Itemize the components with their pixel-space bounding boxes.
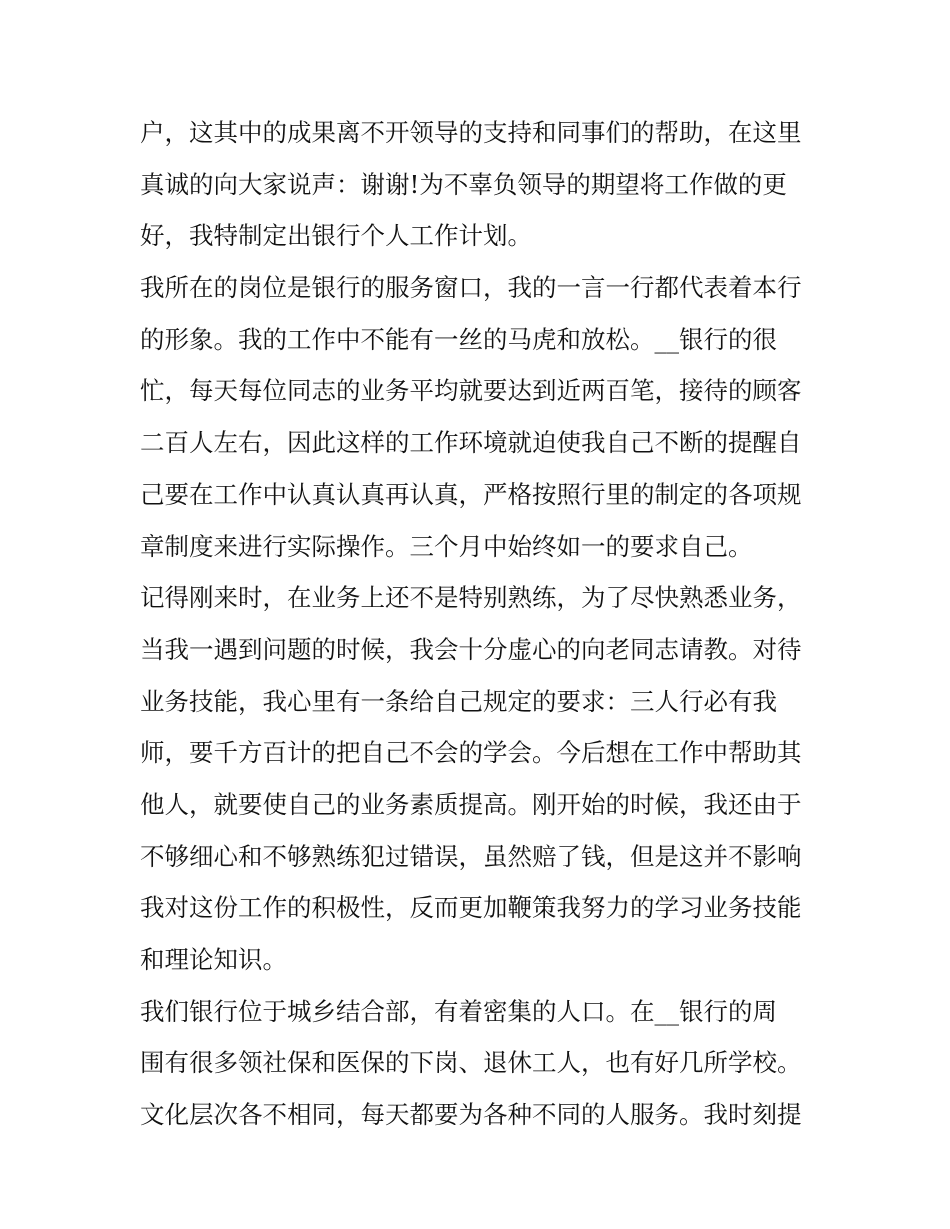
- text-line: 我们银行位于城乡结合部，有着密集的人口。在__银行的周: [140, 996, 777, 1026]
- text-line: 我所在的岗位是银行的服务窗口，我的一言一行都代表着本行: [140, 273, 802, 303]
- text-line: 不够细心和不够熟练犯过错误，虽然赔了钱，但是这并不影响: [140, 841, 802, 871]
- text-line: 忙，每天每位同志的业务平均就要达到近两百笔，接待的顾客: [140, 376, 802, 406]
- text-line: 真诚的向大家说声：谢谢!为不辜负领导的期望将工作做的更: [140, 169, 787, 199]
- text-line: 己要在工作中认真认真再认真，严格按照行里的制定的各项规: [140, 479, 802, 509]
- text-line: 当我一遇到问题的时候，我会十分虚心的向老同志请教。对待: [140, 634, 802, 664]
- text-line: 章制度来进行实际操作。三个月中始终如一的要求自己。: [140, 531, 753, 561]
- text-line: 业务技能，我心里有一条给自己规定的要求：三人行必有我: [140, 686, 777, 716]
- text-line: 他人，就要使自己的业务素质提高。刚开始的时候，我还由于: [140, 789, 802, 819]
- text-line: 我对这份工作的积极性，反而更加鞭策我努力的学习业务技能: [140, 893, 802, 923]
- text-line: 文化层次各不相同，每天都要为各种不同的人服务。我时刻提: [140, 1100, 802, 1130]
- text-line: 的形象。我的工作中不能有一丝的马虎和放松。__银行的很: [140, 324, 777, 354]
- text-line: 师，要千方百计的把自己不会的学会。今后想在工作中帮助其: [140, 738, 802, 768]
- text-line: 好，我特制定出银行个人工作计划。: [140, 221, 532, 251]
- text-line: 二百人左右，因此这样的工作环境就迫使我自己不断的提醒自: [140, 428, 802, 458]
- body-text: [140, 107, 820, 1141]
- text-line: 和理论知识。: [140, 945, 287, 974]
- text-line: 户，这其中的成果离不开领导的支持和同事们的帮助，在这里: [140, 118, 802, 147]
- text-line: 围有很多领社保和医保的下岗、退休工人，也有好几所学校。: [140, 1048, 802, 1078]
- text-line: 记得刚来时，在业务上还不是特别熟练，为了尽快熟悉业务，: [140, 583, 802, 613]
